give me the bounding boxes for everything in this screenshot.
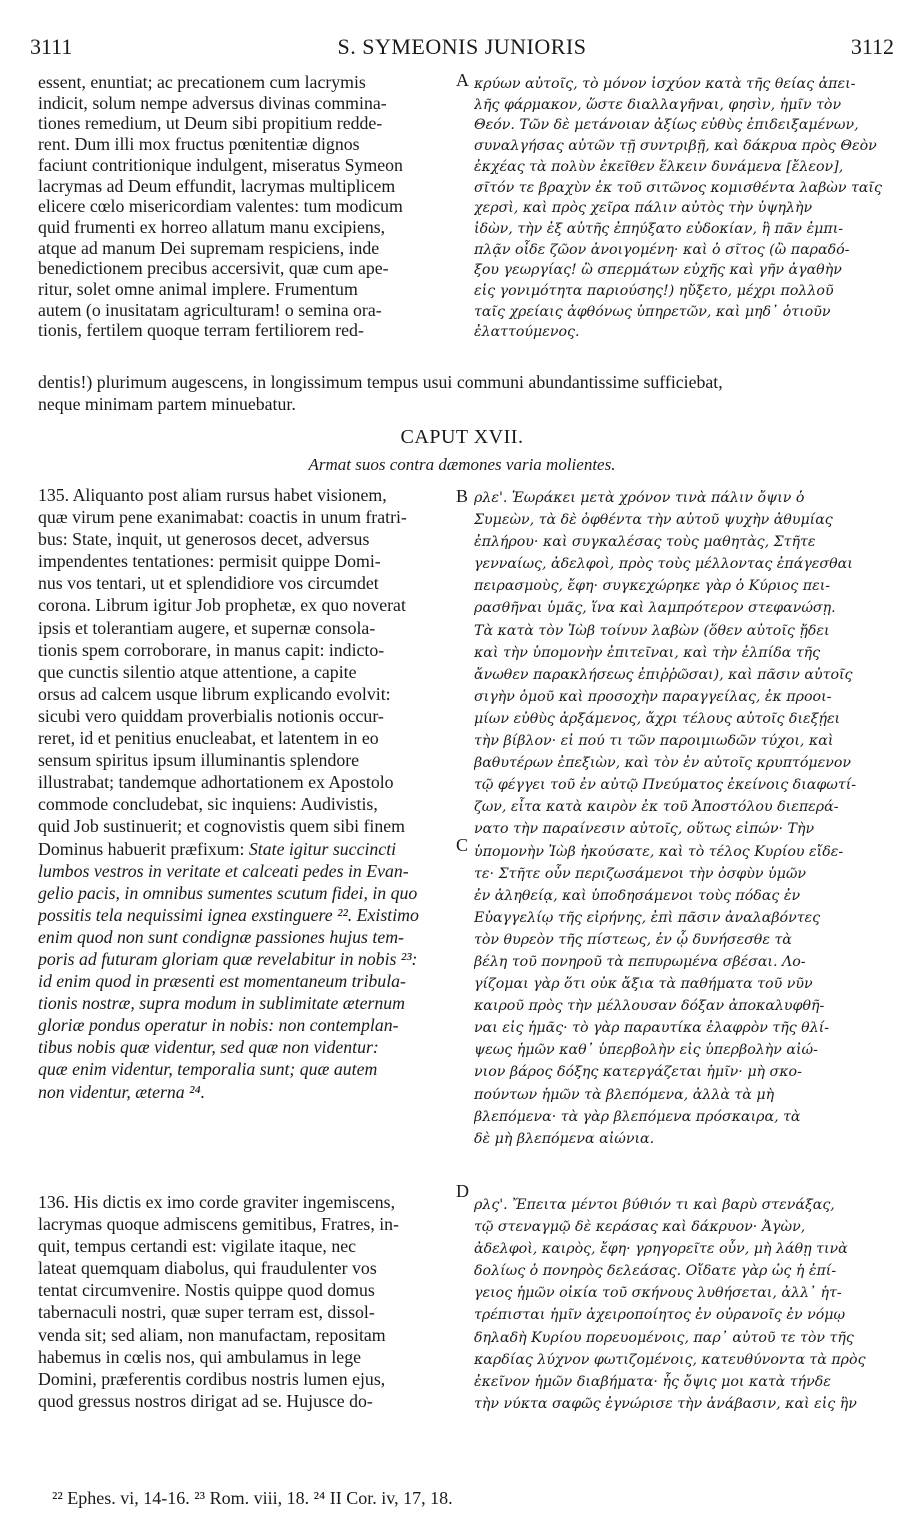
text-line: τὴν νύκτα σαφῶς ἐγνώρισε τὴν ἀνάβασιν, καὶ εἰς ἣν [474,1395,857,1412]
text-line: τε· Στῆτε οὖν περιζωσάμενοι τὴν ὀσφὺν ὑμῶν [474,865,807,882]
text-line: ἐλαττούμενος. [474,324,580,341]
text-line: gloriæ pondus operatur in nobis: non contemplan- [38,1015,399,1036]
text-line: poris ad futuram gloriam quæ revelabitur in nobis ²³: [38,948,418,969]
text-line: Συμεὼν, τὰ δὲ ὀφθέντα τὴν αὐτοῦ ψυχὴν ἀθυμίας [474,512,833,529]
text-line: συναλγήσας αὐτῶν τῇ συντριβῇ, καὶ δάκρυα πρὸς Θεὸν [474,138,877,155]
text-line: quid frumenti ex horreo allatum manu excipiens, [38,216,386,237]
text-line: ritur, solet omne animal implere. Frumentum [38,279,358,300]
text-line: 135. Aliquanto post aliam rursus habet visionem, [38,485,387,505]
full-width-text [38,371,894,415]
text-line: βλεπόμενα· τὰ γὰρ βλεπόμενα πρόσκαιρα, τὰ [474,1108,801,1125]
text-line: orsus ad calcem usque librum explicando evolvit: [38,683,391,704]
chapter-title: CAPUT XVII. [400,426,524,448]
text-line: lumbos vestros in veritate et calceati pedes in Evan- [38,860,409,881]
text-line: νιον βάρος δόξης κατεργάζεται ἡμῖν· μὴ σκο- [474,1064,802,1081]
text-line: habemus in cœlis nos, qui ambulamus in lege [38,1346,361,1367]
text-line: πλᾷν οἶδε ζῶον ἀνοιγομένη· καὶ ὁ σῖτος (ὢ παραδό- [474,241,850,258]
text-line: tiones remedium, ut Deum sibi propitium redde- [38,113,383,134]
text-line: corona. Librum igitur Job prophetæ, ex quo noverat [38,595,406,616]
text-line: autem (o inusitatam agriculturam! o semina ora- [38,299,382,320]
text-line: ὑπομονὴν Ἰὼβ ἠκούσατε, καὶ τὸ τέλος Κυρίου εἴδε- [474,843,844,860]
text-line: lacrymas ad Deum effundit, lacrymas multiplicem [38,175,396,196]
text-line: τῷ στεναγμῷ δὲ κεράσας καὶ δάκρυον· Ἀγὼν, [474,1219,806,1236]
margin-marker-a: A [456,70,469,90]
text-line: reret, id et penitius enucleabat, et latentem in eo [38,728,379,749]
text-line: quæ enim videntur, temporalia sunt; quæ autem [38,1059,378,1080]
text-line: βέλη τοῦ πονηροῦ τὰ πεπυρωμένα σβέσαι. Λο- [474,953,806,970]
text-line: σιγὴν ὁμοῦ καὶ προσοχὴν παραγγείλας, ἐκ προοι- [474,688,832,705]
text-line: δηλαδὴ Κυρίου πορευομένοις, παρ᾿ αὐτοῦ τε τὸν τῆς [474,1329,854,1346]
footnotes: ²² Ephes. vi, 14-16. ²³ Rom. viii, 18. ²⁴ II Cor. iv, 17, 18. [52,1488,453,1508]
text-line: ἐπλήρου· καὶ συγκαλέσας τοὺς μαθητὰς, Στῆτε [474,534,816,551]
text-line: ἄνωθεν παρακλήσεως ἐπιῤῥῶσαι), καὶ πᾶσιν αὐτοῖς [474,666,853,683]
text-line: venda sit; sed aliam, non manufactam, repositam [38,1324,386,1345]
text-line: tionis nostræ, supra modum in sublimitate æternum [38,993,406,1014]
text-line: ταῖς χρείαις ἀφθόνως ὑπηρετῶν, καὶ μηδ᾿ ὁτιοῦν [474,303,831,320]
text-line: καὶ τὴν ὑπομονὴν ἐπιτεῖναι, καὶ τὴν ἐλπίδα τῆς [474,644,821,661]
text-line: ἐν ἀληθείᾳ, καὶ ὑποδησάμενοι τοὺς πόδας ἐν [474,887,801,904]
margin-marker-c: C [456,835,469,855]
text-line: ἐκχέας τὰ πολὺν ἐκεῖθεν ἕλκειν δυνάμενα [ἔλεον], [474,158,844,175]
latin-column-section1 [38,72,458,341]
text-line: Τὰ κατὰ τὸν Ἰὼβ τοίνυν λαβὼν (ὅθεν αὐτοῖς ᾔδει [474,622,830,639]
text-line [38,838,458,860]
text-line: ipsis et tolerantiam augere, et supernæ consola- [38,617,376,638]
text-line: χερσὶ, καὶ πρὸς χεῖρα πάλιν αὐτὸς τὴν ὑψηλὴν [474,200,813,217]
text-line: quit, tempus certandi est: vigilate itaque, nec [38,1236,356,1257]
text-line: atque ad manum Dei supremam respiciens, inde [38,237,380,258]
text-line: γενναίως, ἀδελφοὶ, πρὸς τοὺς μέλλοντας ἐπάγεσθαι [474,556,853,573]
text-line: 136. His dictis ex imo corde graviter ingemiscens, [38,1192,396,1212]
text-line: lacrymas quoque admiscens gemitibus, Fratres, in- [38,1214,399,1235]
greek-column-section136 [474,1194,894,1415]
page-header [30,34,894,64]
text-line: καρδίας λύχνον φωτιζομένοις, κατευθύνοντα τὰ πρὸς [474,1351,866,1368]
text-line: ναι εἰς ἡμᾶς· τὸ γὰρ παραυτίκα ἐλαφρὸν τῆς θλί- [474,1020,830,1037]
text-line: rent. Dum illi mox fructus pœnitentiæ dignos [38,134,360,155]
text-line: indicit, solum nempe adversus divinas commina- [38,92,387,113]
text-line: faciunt contritionique indulgent, miseratus Symeon [38,154,403,175]
text-line: que cunctis silentio atque attentione, a capite [38,661,357,682]
text-line: quod gressus nostros dirigat ad se. Hujusce do- [38,1390,373,1411]
text-line: quæ virum pene exanimabat: coactis in unum fratri- [38,507,407,528]
text-line: πειρασμοὺς, ἔφη· συγκεχώρηκε γὰρ ὁ Κύριος πει- [474,578,831,595]
text-line: ἐκεῖνον ἡμῶν διαβήματα· ἧς ὄψις μοι κατὰ τήνδε [474,1373,831,1390]
text-line: nus vos tentari, ut et splendidiore vos circumdet [38,573,379,594]
text-line: essent, enuntiat; ac precationem cum lacrymis [38,72,366,92]
text-line: illustrabat; tandemque adhortationem ex Apostolo [38,772,394,793]
text-line: δολίως ὁ πονηρὸς δελεάσας. Οἴδατε γὰρ ὡς ἡ ἐπί- [474,1263,837,1280]
text-line: bus: State, inquit, ut generosos decet, adversus [38,529,370,550]
latin-column-section136 [38,1191,458,1412]
text-line: enim quod non sunt condignæ passiones hujus tem- [38,926,404,947]
text-line: τῷ φέγγει τοῦ ἐν αὐτῷ Πνεύματος ἐκείνοις διαφωτί- [474,777,857,794]
margin-marker-b: B [456,486,469,506]
text-line: non videntur, æterna ²⁴. [38,1081,206,1102]
text-line: πούντων ἡμῶν τὰ βλεπόμενα, ἀλλὰ τὰ μὴ [474,1086,775,1103]
text-line: ξου γεωργίας! ὢ σπερμάτων εὐχῆς καὶ γῆν ἀγαθὴν [474,262,842,279]
text-line: gelio pacis, in omnibus sumentes scutum fidei, in quo [38,882,418,903]
text-line: elicere cœlo misericordiam valentes: tum modicum [38,196,403,217]
text-line: ρλς'. Ἔπειτα μέντοι βύθιόν τι καὶ βαρὺ στενάξας, [474,1197,835,1213]
text-line: τὸν θυρεὸν τῆς πίστεως, ἐν ᾧ δυνήσεσθε τὰ [474,931,792,948]
page-number-right: 3112 [850,34,894,59]
text-line: νατο τὴν παραίνεσιν αὐτοῖς, οὕτως εἰπών· Τὴν [474,821,815,838]
page-number-left: 3111 [30,34,73,59]
text-line: sicubi vero quiddam proverbialis notionis occur- [38,705,384,726]
text-line: impendentes tentationes: permisit quippe Domi- [38,551,381,572]
text-line: βαθυτέρων ἐπεξιὼν, καὶ τὸν ἐν αὐτοῖς κρυπτόμενον [474,755,852,772]
text-line: καιροῦ πρὸς τὴν μέλλουσαν δόξαν ἀποκαλυφθῆ- [474,998,825,1015]
text-line: tionis spem corroborare, in manus capit: indicto- [38,639,385,660]
text-line: sensum spiritus ipsum illuminantis splendore [38,750,360,771]
text-line: γίζομαι γὰρ ὅτι οὐκ ἄξια τὰ παθήματα τοῦ νῦν [474,976,813,993]
text-line: ἰδὼν, τὴν ἐξ αὐτῆς ἐπηύξατο εὐδοκίαν, ἣ πᾶν ἐμπι- [474,220,844,237]
text-line: ρλε'. Ἑωράκει μετὰ χρόνον τινὰ πάλιν ὄψιν ὁ [474,490,805,506]
text-line: δὲ μὴ βλεπόμενα αἰώνια. [474,1130,655,1147]
greek-column-section1 [474,74,894,343]
text-line: lateat quemquam diabolus, qui fraudulenter vos [38,1258,377,1279]
text-line: γειος ἡμῶν οἰκία τοῦ σκήνους λυθήσεται, ἀλλ᾿ ἡτ- [474,1285,842,1302]
text-line: τρέπισται ἡμῖν ἀχειροποίητος ἐν οὐρανοῖς ἐν νόμῳ [474,1307,846,1324]
text-line: ψεως ἡμῶν καθ᾿ ὑπερβολὴν εἰς ὑπερβολὴν αἰώ- [474,1042,818,1059]
greek-column-section135 [474,487,894,1150]
text-line: λῆς φάρμακον, ὥστε διαλλαγῆναι, φησὶν, ἡμῖν τὸν [474,96,842,113]
text-line: tentat circumvenire. Nostis quippe quod domus [38,1280,375,1301]
text-line: ζων, εἶτα κατὰ καιρὸν ἐκ τοῦ Ἀποστόλου διεπερά- [474,799,839,816]
text-line: κρύων αὐτοῖς, τὸ μόνον ἰσχύον κατὰ τῆς θείας ἀπει- [474,76,856,92]
text-line: τὴν βίβλον· εἰ πού τι τῶν παροιμιωδῶν τύχοι, καὶ [474,733,834,750]
text-line: Εὐαγγελίῳ τῆς εἰρήνης, ἐπὶ πᾶσιν ἀναλαβόντες [474,909,821,926]
latin-column-section135 [38,484,458,1103]
scripture-quote-start: State igitur succincti [248,838,397,859]
text-line: tibus nobis quæ videntur, sed quæ non videntur: [38,1037,379,1058]
text-line: ρασθῆναι ὑμᾶς, ἵνα καὶ λαμπρότερον στεφανώσῃ. [474,600,836,617]
text-line: id enim quod in præsenti est momentaneum tribula- [38,971,406,992]
text-line: benedictionem precibus accersivit, quæ cum ape- [38,258,389,279]
text-line: commode concludebat, sic inquiens: Audivistis, [38,794,378,815]
chapter-subtitle: Armat suos contra dæmones varia molientes. [308,455,616,474]
text-line: quid Job sustinuerit; et cognovistis quem sibi finem [38,816,405,837]
running-title: S. SYMEONIS JUNIORIS [337,34,587,59]
text-line: tionis, fertilem quoque terram fertiliorem red- [38,320,364,341]
text-line: Domini, præferentis cordibus nostris lumen ejus, [38,1368,386,1389]
text-line: tabernaculi nostri, quæ super terram est, dissol- [38,1302,375,1323]
text-line: μίων εὐθὺς ἀρξάμενος, ἄχρι τέλους αὐτοῖς διεξῄει [474,710,841,727]
text-line: σῖτόν τε βραχὺν ἐκ τοῦ σιτῶνος κομισθέντα λαβὼν ταῖς [474,179,882,196]
text-line: Θεόν. Τῶν δὲ μετάνοιαν ἀξίως εὐθὺς ἐπιδειξαμένων, [474,117,859,134]
text-line: ἀδελφοὶ, καιρὸς, ἔφη· γρηγορεῖτε οὖν, μὴ λάθῃ τινὰ [474,1241,848,1258]
text-run: Dominus habuerit præfixum: [38,838,245,859]
text-line: neque minimam partem minuebatur. [38,394,296,414]
text-line: dentis!) plurimum augescens, in longissimum tempus usui communi abundantissime sufficiebat, [38,372,723,392]
text-line: possitis tela nequissimi ignea exstinguere ²². Existimo [38,904,419,925]
margin-marker-d: D [456,1181,469,1201]
text-line: εἰς γονιμότητα παριούσης!) ηὔξετο, μέχρι πολλοῦ [474,283,834,300]
